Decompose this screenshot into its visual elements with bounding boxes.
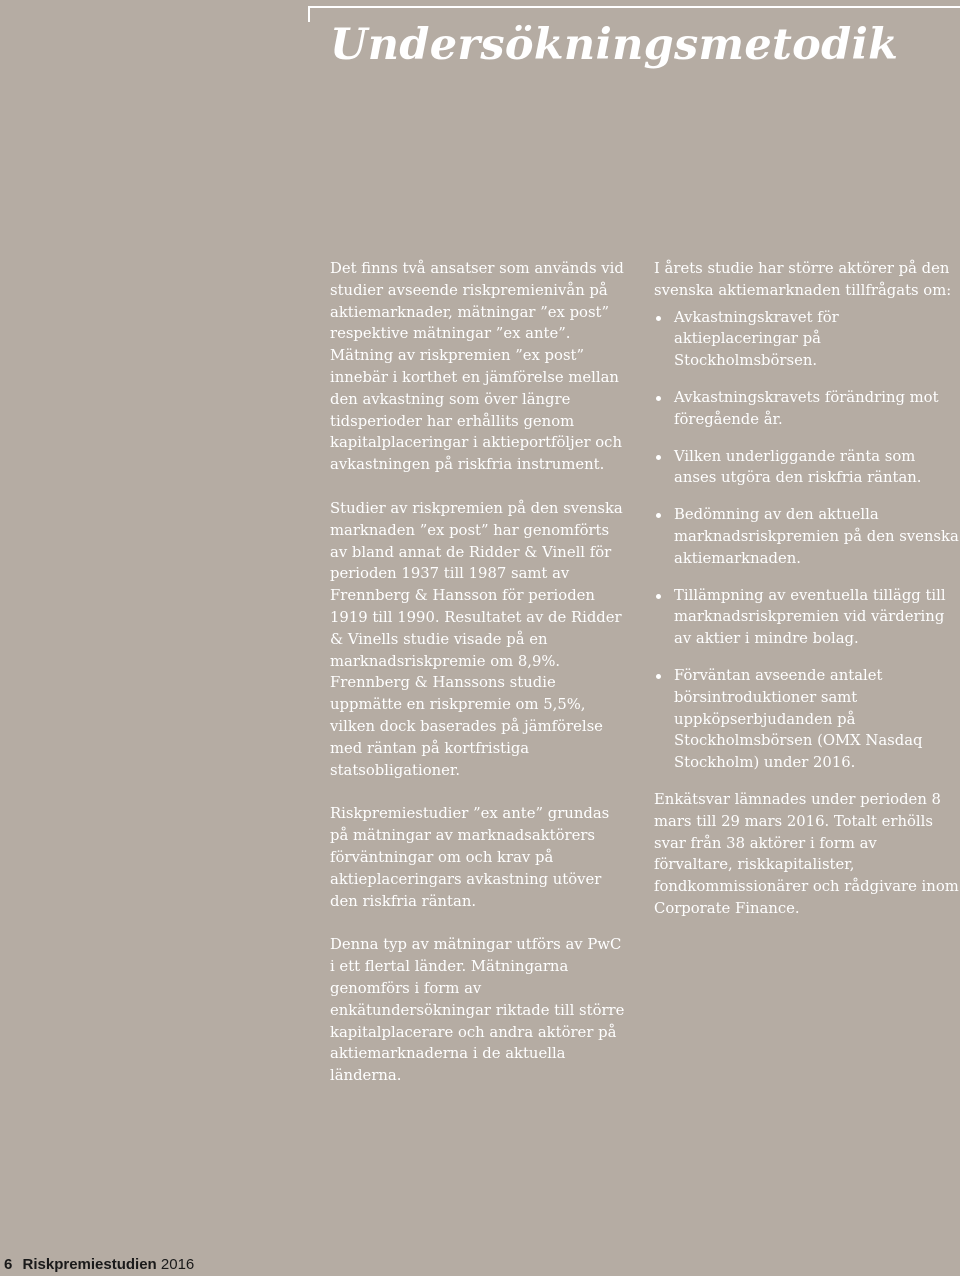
- right-column: [654, 258, 960, 942]
- list-item-text: Avkastningskravets förändring mot föregående år.: [674, 388, 939, 428]
- list-item: [654, 387, 960, 431]
- bullet-icon: [656, 396, 661, 401]
- page-number: 6: [4, 1256, 13, 1273]
- survey-topics-list: [654, 307, 960, 774]
- publication-name: Riskpremiestudien: [22, 1256, 157, 1273]
- list-item: [654, 446, 960, 490]
- publication-year: 2016: [160, 1256, 195, 1273]
- bullet-icon: [656, 455, 661, 460]
- list-item-text: Bedömning av den aktuella marknadsriskpremien på den svenska aktiemarknaden.: [674, 506, 959, 567]
- list-item: [654, 665, 960, 774]
- body-paragraph: Riskpremiestudier ”ex ante” grundas på mätningar av marknadsaktörers förväntningar om och krav på aktieplaceringars avkastning utöver den riskfria räntan.: [330, 805, 610, 910]
- page-footer: [4, 1255, 194, 1275]
- body-paragraph: Studier av riskpremien på den svenska marknaden ”ex post” har genomförts av bland annat de Ridder & Vinell för perioden 1937 till 1987 samt av Frennberg & Hansson för perioden 1919 till 1990. Resultatet av de Ridder & Vinells studie visade på en marknadsriskpremie om 8,9%. Frennberg & Hanssons studie uppmätte en riskpremie om 5,5%, vilken dock baserades på jämförelse med räntan på kortfristiga statsobligationer.: [330, 499, 623, 779]
- page-title: Undersökningsmetodik: [330, 20, 899, 70]
- list-item-text: Avkastningskravet för aktieplaceringar på Stockholmsbörsen.: [674, 308, 839, 370]
- body-paragraph: Denna typ av mätningar utförs av PwC i ett flertal länder. Mätningarna genomförs i form av enkätundersökningar riktade till större kapitalplacerare och andra aktörer på aktiemarknaderna i de aktuella länderna.: [330, 936, 625, 1085]
- bullet-icon: [656, 513, 661, 518]
- list-item-text: Tillämpning av eventuella tillägg till marknadsriskpremien vid värdering av aktier i mindre bolag.: [674, 586, 946, 648]
- bullet-icon: [656, 594, 661, 599]
- bullet-icon: [656, 674, 661, 679]
- closing-paragraph: Enkätsvar lämnades under perioden 8 mars till 29 mars 2016. Totalt erhölls svar från 38 aktörer i form av förvaltare, riskkapitalister, fondkommissionärer och rådgivare inom Corporate Finance.: [654, 790, 959, 917]
- list-item: [654, 504, 960, 569]
- bullet-icon: [656, 316, 661, 321]
- intro-paragraph: I årets studie har större aktörer på den svenska aktiemarknaden tillfrågats om:: [654, 260, 952, 299]
- list-item: [654, 307, 960, 372]
- body-paragraph: Det finns två ansatser som används vid studier avseende riskpremienivån på aktiemarknader, mätningar ”ex post” respektive mätningar ”ex ante”. Mätning av riskpremien ”ex post” innebär i korthet en jämförelse mellan den avkastning som över längre tidsperioder har erhållits genom kapitalplaceringar i aktieportföljer och avkastningen på riskfria instrument.: [330, 260, 624, 474]
- left-column: [330, 258, 630, 1109]
- list-item-text: Vilken underliggande ränta som anses utgöra den riskfria räntan.: [674, 447, 922, 487]
- list-item-text: Förväntan avseende antalet börsintroduktioner samt uppköpserbjudanden på Stockholmsbörsen (OMX Nasdaq Stockholm) under 2016.: [674, 666, 923, 772]
- list-item: [654, 585, 960, 650]
